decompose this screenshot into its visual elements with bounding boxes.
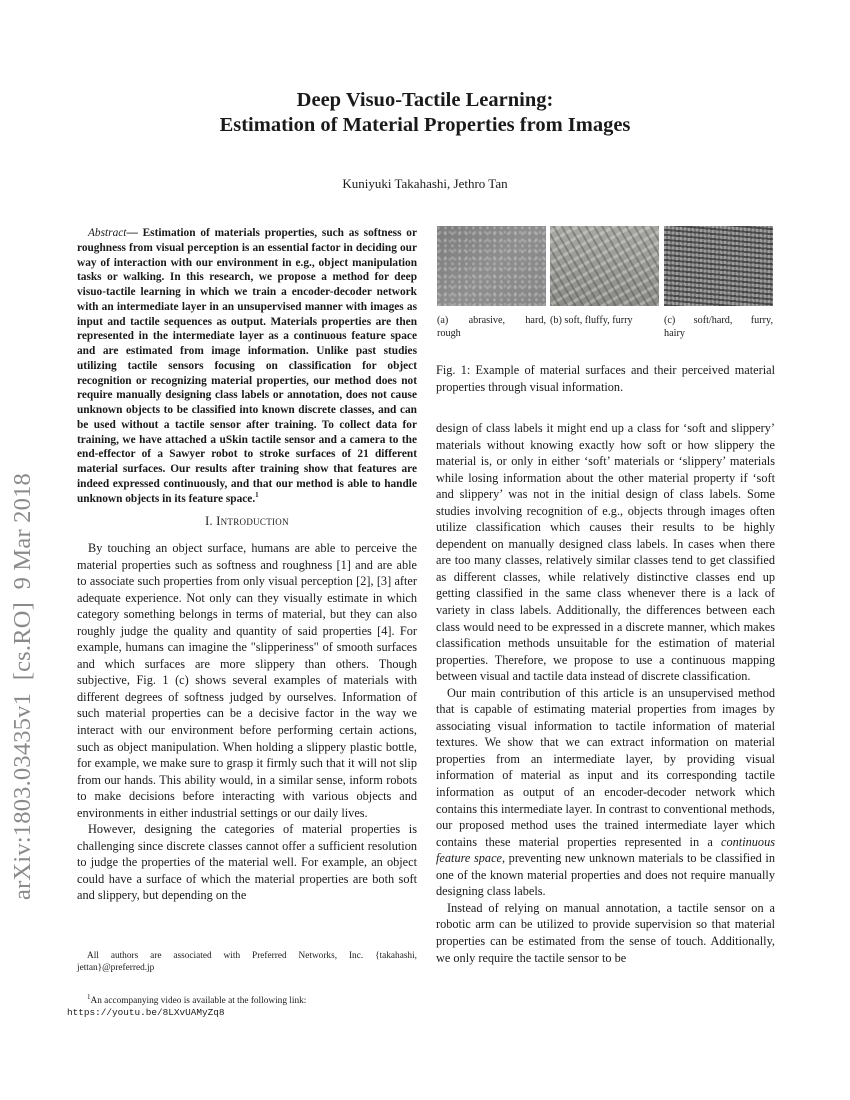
figure-1-caption: Fig. 1: Example of material surfaces and their perceived material properties through visual information.: [436, 363, 775, 394]
introduction-left-column: [77, 540, 417, 904]
figure-1c-carpet-surface-image: [664, 226, 773, 306]
paper-title: [0, 88, 850, 138]
footnote-mark: 1: [255, 490, 259, 499]
figure-1b-fluffy-surface-image: [550, 226, 659, 306]
emphasis-continuous-feature-space: continuous feature space: [436, 834, 775, 866]
subcaption-c: (c) soft/hard, furry, hairy: [664, 315, 773, 339]
arxiv-stamp: arXiv:1803.03435v1 [cs.RO] 9 Mar 2018: [9, 473, 36, 900]
intro-paragraph: However, designing the categories of material properties is challenging since discrete classes cannot offer a sufficient resolution to judge the properties of the material well. For example, an object could have a surface of which the material properties are both soft and slippery, but depending on the: [77, 822, 417, 903]
video-footnote: $^1$An accompanying video is available at the following link: https://youtu.be/8LXvUAMyZq8: [67, 992, 307, 1019]
figure-1a-abrasive-surface-image: [437, 226, 546, 306]
title-line-1: Deep Visuo-Tactile Learning:: [296, 89, 554, 111]
abstract-dash: —: [126, 227, 143, 239]
section-heading-introduction: I. Introduction: [205, 514, 289, 528]
intro-paragraph: By touching an object surface, humans are able to perceive the material properties such as softness and roughness [1] and are able to associate such properties from only visual perception [2], [3] after adequate experience. Not only can they visually estimate in which category something belongs in terms of material, but they can also roughly judge the quality and quantity of said properties [4]. For example, humans can imagine the "slipperiness" of smooth surfaces and which surfaces are more slippery than others. Though subjective, Fig. 1 (c) shows several examples of materials with different degrees of softness judged by ourselves. Information of such material properties can be a decisive factor in the way we interact with our environment before performing certain actions, such as object manipulation. When holding a slippery plastic bottle, for example, we make sure to grasp it firmly such that it will not slip from our hands. This ability would, in a similar sense, inform robots to make decisions before interacting with various objects and environments in either industrial settings or our daily lives.: [77, 541, 417, 820]
subcaption-a: (a) abrasive, hard, rough: [437, 315, 546, 339]
affiliation-footnote: All authors are associated with Preferred Networks, Inc. {takahashi, jettan}@preferred.jp: [77, 951, 417, 974]
intro-paragraph: design of class labels it might end up a class for ‘soft and slippery’ materials without knowing exactly how soft or how slippery the material is, or only in either ‘soft’ materials or ‘slippery’ materials while losing information about the other material property if ‘soft and slippery’ was not in the initial design of class labels. Some studies involving recognition of e.g., objects through images often utilize classification which causes their results to be highly dependent on manually designed class labels. In cases when there are too many classes, relatively similar classes tend to get classified as different classes, while relatively distinctive classes end up getting classified in the same class whenever there is a lack of variety in class labels. Additionally, the differences between each class would need to be expressed in a discrete manner, which makes classification methods unsuitable for the estimation of material properties. Therefore, we propose to use a continuous mapping between visual and tactile data instead of discrete classification.: [436, 421, 775, 684]
introduction-right-column: [436, 420, 775, 966]
abstract-label: Abstract: [88, 227, 127, 239]
abstract-text: Estimation of materials properties, such as softness or roughness from visual perception is an essential factor in deciding our way of interaction with our environment in e.g., object manipulation tasks or walking. In this research, we propose a method for deep visuo-tactile learning in which we train a encoder-decoder network with an intermediate layer in an unsupervised manner with images as input and tactile sequences as output. Materials properties are then represented in the intermediate layer as a continuous feature space and are estimated from image information. Unlike past studies utilizing tactile sensors focusing on classification for object recognition or recognizing material properties, our method does not require manually designing class labels or annotation, does not cause unknown objects to be classified into known discrete classes, and can be used without a tactile sensor after training. To collect data for training, we have attached a uSkin tactile sensor and a camera to the end-effector of a Sawyer robot to stroke surfaces of 21 different material surfaces. Our results after training show that features are indeed expressed continuously, and that our method is able to handle unknown objects in its feature space.: [77, 227, 417, 505]
subcaption-b: (b) soft, fluffy, furry: [550, 315, 633, 326]
abstract: [77, 226, 417, 506]
footnotes: [67, 950, 417, 1020]
author-list: Kuniyuki Takahashi, Jethro Tan: [342, 176, 508, 191]
contribution-paragraph: Our main contribution of this article is an unsupervised method that is capable of estimating material properties from images by associating visual information to tactile information of material textures. We show that we can extract information on material properties from an intermediate layer, by providing visual information of material as input and its corresponding tactile information as output of an encoder-decoder network which contains this intermediate layer. In contrast to conventional methods, our proposed method uses the trained intermediate layer which contains these material properties represented in a continuous feature space, preventing new unknown materials to be classified in one of the known material properties and does not require manually designing class labels.: [436, 685, 775, 899]
video-link[interactable]: https://youtu.be/8LXvUAMyZq8: [67, 1007, 225, 1019]
title-line-2: Estimation of Material Properties from Images: [219, 114, 631, 136]
intro-paragraph: Instead of relying on manual annotation, a tactile sensor on a robotic arm can be utilized to provide supervision so that material properties can be estimated from the sense of touch. Additionally, we only require the tactile sensor to be: [436, 900, 775, 965]
